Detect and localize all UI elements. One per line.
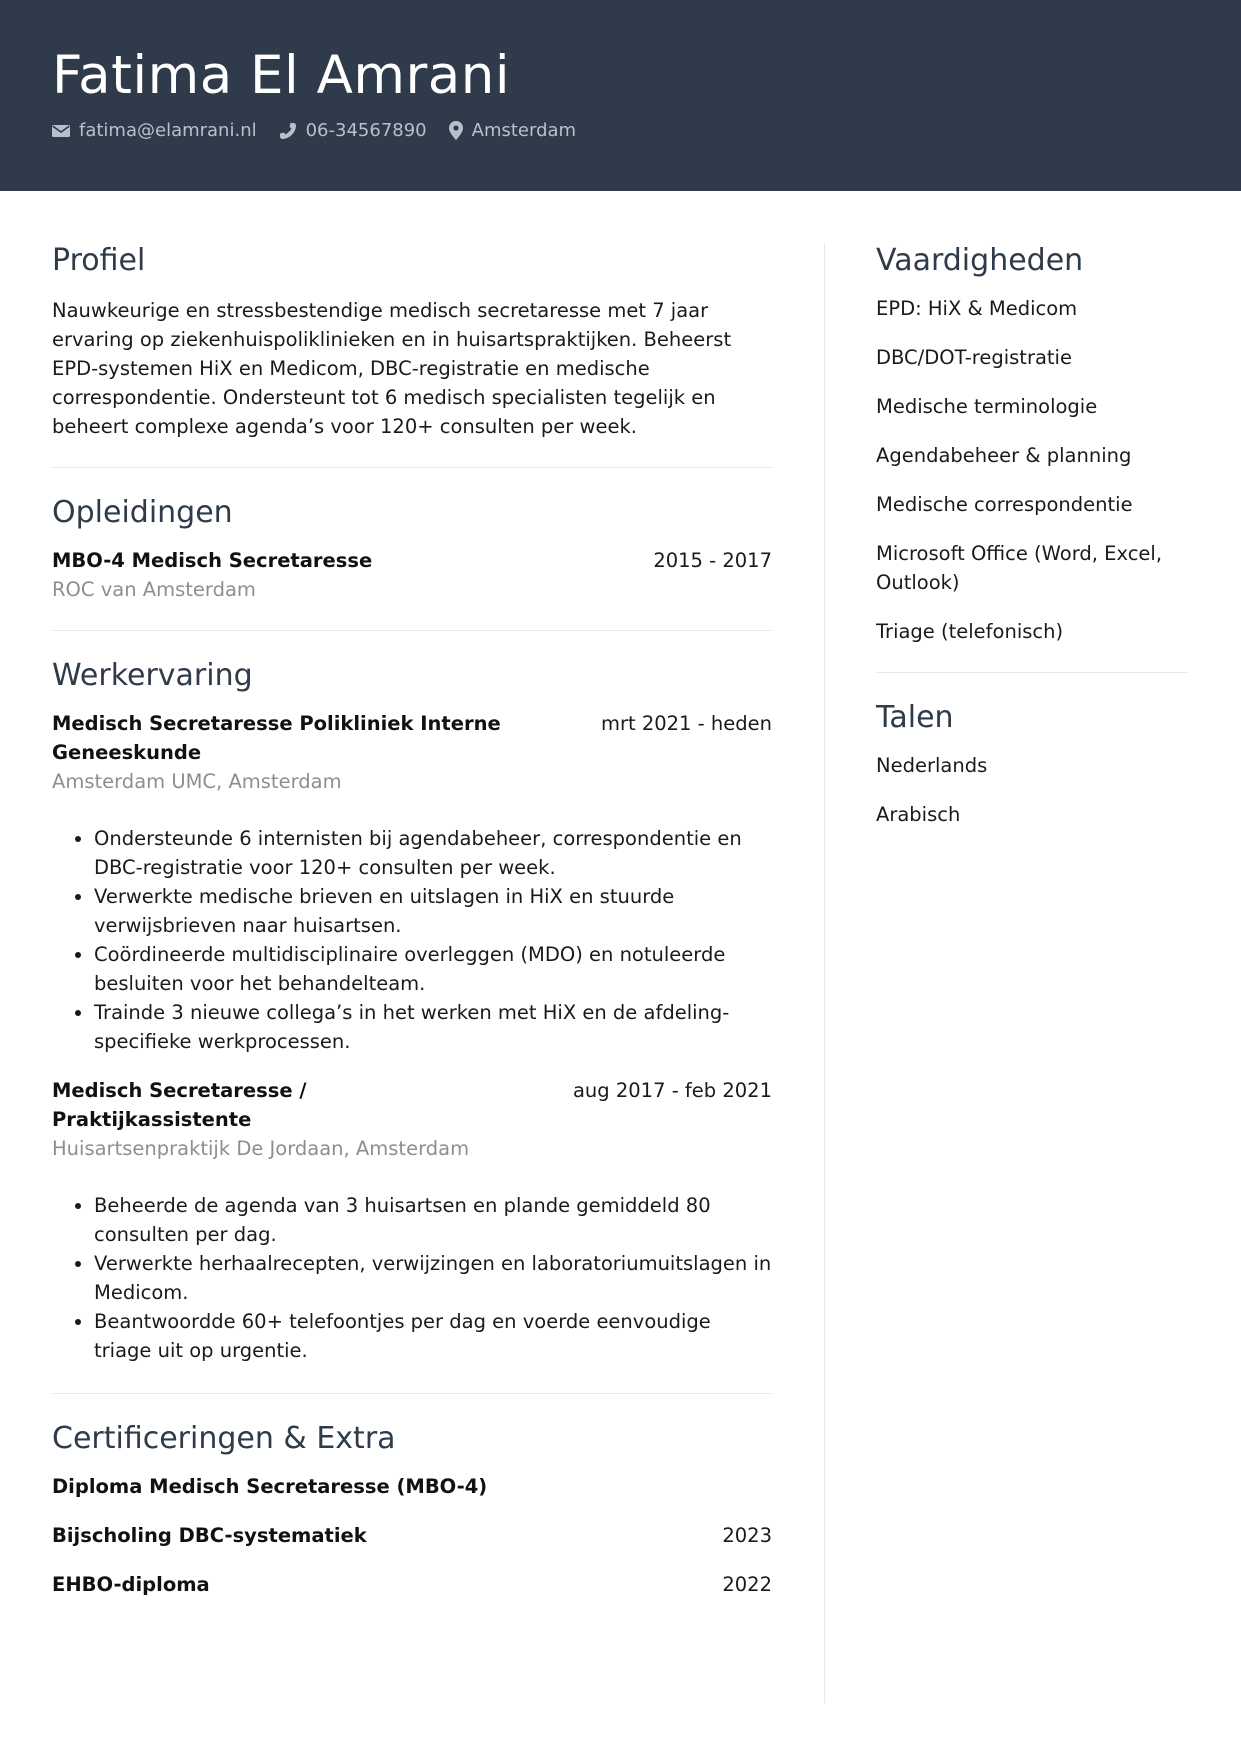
job-bullet: • Coördineerde multidisciplinaire overleggen (MDO) en notuleerde besluiten voor het behandelteam. [94, 940, 772, 998]
section-title-education: Opleidingen [52, 495, 233, 530]
header [0, 0, 1241, 191]
sidebar-column [876, 242, 1188, 829]
education-section [52, 494, 772, 604]
education-school: ROC van Amsterdam [52, 578, 256, 601]
certification-item [52, 1570, 772, 1599]
divider [52, 630, 772, 631]
certification-name: EHBO-diploma [52, 1573, 210, 1596]
job-dates: aug 2017 - feb 2021 [572, 1079, 772, 1102]
job-bullets [52, 1191, 772, 1365]
certification-year: 2022 [722, 1573, 772, 1596]
job-bullets [52, 824, 772, 1056]
job-bullet: • Verwerkte medische brieven en uitslagen in HiX en stuurde verwijsbrieven naar huisartsen. [94, 882, 772, 940]
job-company: Huisartsenpraktijk De Jordaan, Amsterdam [52, 1137, 470, 1160]
job-bullet: • Verwerkte herhaalrecepten, verwijzingen en laboratoriumuitslagen in Medicom. [94, 1249, 772, 1307]
education-dates: 2015 - 2017 [653, 549, 772, 572]
certification-item [52, 1472, 772, 1501]
contact-email[interactable] [52, 120, 257, 141]
contact-location [449, 120, 576, 141]
column-divider [824, 243, 825, 1703]
divider [52, 1393, 772, 1394]
skills-section [876, 242, 1188, 646]
skill-item: Triage (telefonisch) [876, 620, 1064, 643]
section-title-profile: Profiel [52, 243, 146, 278]
certifications-section [52, 1420, 772, 1599]
job-company: Amsterdam UMC, Amsterdam [52, 770, 342, 793]
language-item: Nederlands [876, 754, 988, 777]
section-title-languages: Talen [876, 700, 954, 735]
section-title-skills: Vaardigheden [876, 243, 1084, 278]
candidate-name: Fatima El Amrani [52, 45, 511, 106]
job-bullet: • Ondersteunde 6 internisten bij agendabeheer, correspondentie en DBC-registratie voor 120+ consulten per week. [94, 824, 772, 882]
section-title-certifications: Certificeringen & Extra [52, 1421, 396, 1456]
divider [876, 672, 1188, 673]
envelope-icon [52, 124, 70, 138]
job-bullet: • Beantwoordde 60+ telefoontjes per dag en voerde eenvoudige triage uit op urgentie. [94, 1307, 772, 1365]
job-title: Medisch Secretaresse Polikliniek Interne Geneeskunde [52, 712, 501, 764]
education-entry [52, 546, 772, 604]
map-pin-icon [449, 121, 463, 140]
phone-text: 06-34567890 [305, 120, 427, 141]
email-text: fatima@elamrani.nl [79, 120, 257, 141]
certification-name: Bijscholing DBC-systematiek [52, 1524, 367, 1547]
profile-text: Nauwkeurige en stressbestendige medisch secretaresse met 7 jaar ervaring op ziekenhuispoliklinieken en in huisartspraktijken. Beheerst EPD-systemen HiX en Medicom, DBC-registratie en medische correspondentie. Ondersteunt tot 6 medisch specialisten tegelijk en beheert complexe agenda’s voor 120+ consulten per week. [52, 299, 732, 438]
phone-icon [279, 122, 297, 140]
certification-year: 2023 [722, 1524, 772, 1547]
job-entry [52, 1076, 772, 1365]
skill-item: Medische terminologie [876, 395, 1098, 418]
experience-section [52, 657, 772, 1365]
skill-item: EPD: HiX & Medicom [876, 297, 1078, 320]
contact-bar [52, 120, 1189, 141]
job-bullet: • Beheerde de agenda van 3 huisartsen en plande gemiddeld 80 consulten per dag. [94, 1191, 772, 1249]
certification-item [52, 1521, 772, 1550]
certification-name: Diploma Medisch Secretaresse (MBO-4) [52, 1475, 488, 1498]
skill-item: Agendabeheer & planning [876, 444, 1132, 467]
job-bullet: • Trainde 3 nieuwe collega’s in het werken met HiX en de afdeling-specifieke werkprocessen. [94, 998, 772, 1056]
section-title-experience: Werkervaring [52, 658, 253, 693]
job-title: Medisch Secretaresse / Praktijkassistente [52, 1079, 307, 1131]
job-entry [52, 709, 772, 1056]
main-column [52, 242, 772, 1599]
skill-item: DBC/DOT-registratie [876, 346, 1072, 369]
profile-section [52, 242, 772, 441]
languages-section [876, 699, 1188, 829]
skill-item: Microsoft Office (Word, Excel, Outlook) [876, 542, 1163, 594]
location-text: Amsterdam [471, 120, 577, 141]
language-item: Arabisch [876, 803, 961, 826]
education-degree: MBO-4 Medisch Secretaresse [52, 549, 373, 572]
job-dates: mrt 2021 - heden [600, 712, 772, 735]
divider [52, 467, 772, 468]
skill-item: Medische correspondentie [876, 493, 1133, 516]
contact-phone[interactable] [279, 120, 427, 141]
